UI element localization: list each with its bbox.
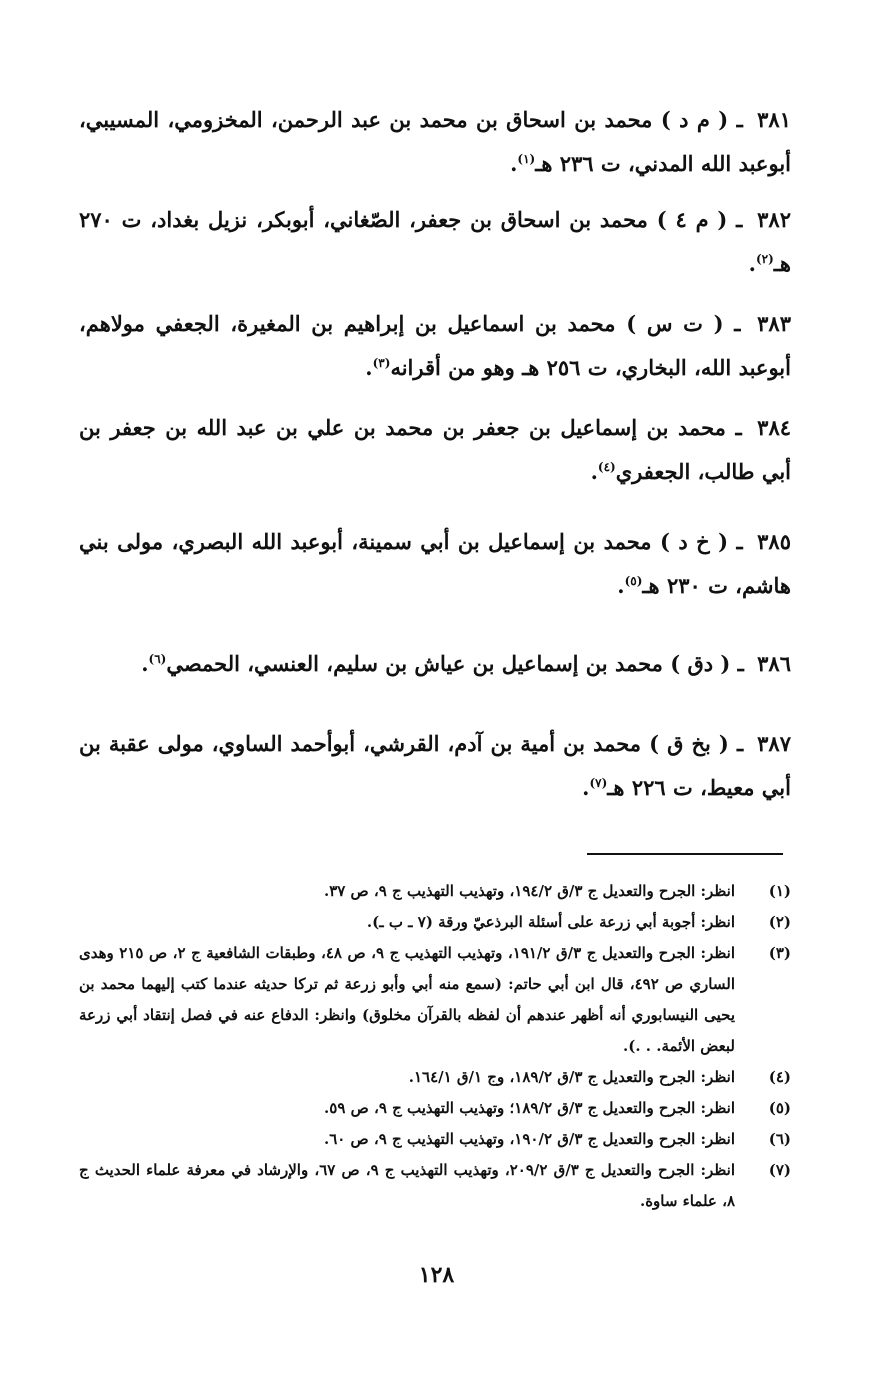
- footnote-4: [79, 1062, 791, 1093]
- entry-end: .: [590, 459, 598, 484]
- entry-text: محمد بن إسماعيل بن جعفر بن محمد بن علي بن عبد الله بن جعفر بن أبي طالب، الجعفري: [79, 415, 791, 484]
- entry-text: ( دق ) محمد بن إسماعيل بن عياش بن سليم، العنسي، الحمصي: [166, 651, 731, 676]
- footnote-text: انظر: الجرح والتعديل ج ٣/ق ١٩٠/٢، وتهذيب التهذيب ج ٩، ص ٦٠.: [323, 1130, 735, 1148]
- footnote-text: انظر: الجرح والتعديل ج ٣/ق ١٩١/٢، وتهذيب التهذيب ج ٩، ص ٤٨، وطبقات الشافعية ج ٢، ص ٢١٥ وهدى الساري ص ٤٩٢، قال ابن أبي حاتم: (سمع منه أبي وأبو زرعة ثم تركا حديثه عندما كتب إليهما محمد بن يحيى النيسابوري أنه أظهر عندهم أن لفظه بالقرآن مخلوق) وانظر: الدفاع عنه في فصل إنتقاد أبي زرعة لبعض الأئمة. . .).: [79, 944, 735, 1055]
- footnote-ref: (٢): [755, 252, 774, 266]
- footnote-1: [79, 876, 791, 907]
- entry-number: ٣٨٦: [757, 651, 791, 676]
- entry-number: ٣٨٢: [757, 207, 791, 232]
- entry-end: .: [617, 573, 625, 598]
- footnote-ref: (١): [517, 152, 536, 166]
- footnote-number: (٦): [768, 1130, 791, 1148]
- entry-end: .: [510, 151, 518, 176]
- footnote-2: [79, 907, 791, 938]
- footnote-text: انظر: الجرح والتعديل ج ٣/ق ١٨٩/٢، وج ١/ق ١٦٤/١.: [408, 1068, 735, 1086]
- footnotes-list: [79, 876, 791, 1217]
- entry-number: ٣٨٣: [757, 311, 791, 336]
- entry-end: .: [365, 355, 373, 380]
- footnote-ref: (٤): [597, 460, 616, 474]
- footnote-7: [79, 1155, 791, 1217]
- entry-number: ٣٨٤: [757, 415, 792, 440]
- footnote-ref: (٥): [624, 574, 643, 588]
- entry-text: ( خ د ) محمد بن إسماعيل بن أبي سمينة، أبوعبد الله البصري، مولى بني هاشم، ت ٢٣٠ هـ: [79, 529, 791, 598]
- footnote-text: انظر: الجرح والتعديل ج ٣/ق ١٨٩/٢؛ وتهذيب التهذيب ج ٩، ص ٥٩.: [324, 1099, 735, 1117]
- footnote-text: انظر: الجرح والتعديل ج ٣/ق ٢٠٩/٢، وتهذيب التهذيب ج ٩، ص ٦٧، والإرشاد في معرفة علماء الحديث ج ٨، علماء ساوة.: [79, 1161, 735, 1210]
- entry-end: .: [748, 251, 756, 276]
- footnote-number: (٥): [768, 1099, 791, 1117]
- entry-end: .: [141, 651, 149, 676]
- footnote-5: [79, 1093, 791, 1124]
- entry-384: ٣٨٤ ـ محمد بن إسماعيل بن جعفر بن محمد بن علي بن عبد الله بن جعفر بن أبي طالب، الجعفري$^{(٤)}$.: [79, 415, 792, 484]
- entry-text: ( بخ ق ) محمد بن أمية بن آدم، القرشي، أبوأحمد الساوي، مولى عقبة بن أبي معيط، ت ٢٢٦ هـ: [79, 731, 791, 800]
- footnote-number: (٤): [768, 1068, 791, 1086]
- footnote-number: (٣): [768, 944, 791, 962]
- entry-383: ٣٨٣ ـ ( ت س ) محمد بن اسماعيل بن إبراهيم بن المغيرة، الجعفي مولاهم، أبوعبد الله، البخاري، ت ٢٥٦ هـ وهو من أقرانه$^{(٣)}$.: [79, 311, 791, 380]
- footnote-number: (١): [768, 882, 791, 900]
- footnote-3: [79, 938, 791, 1062]
- entry-386: ٣٨٦ ـ ( دق ) محمد بن إسماعيل بن عياش بن سليم، العنسي، الحمصي$^{(٦)}$.: [141, 651, 791, 676]
- entries-list: [79, 98, 791, 810]
- entry-number: ٣٨٥: [757, 529, 791, 554]
- footnote-divider: [587, 853, 783, 855]
- entry-text: ( م د ) محمد بن اسحاق بن محمد بن عبد الرحمن، المخزومي، المسيبي، أبوعبد الله المدني، ت ٢٣٦ هـ: [79, 107, 791, 176]
- footnote-number: (٧): [768, 1161, 791, 1179]
- entry-382: ٣٨٢ ـ ( م ٤ ) محمد بن اسحاق بن جعفر، الصّغاني، أبوبكر، نزيل بغداد، ت ٢٧٠ هـ$^{(٢)}$.: [79, 207, 791, 276]
- entry-387: ٣٨٧ ـ ( بخ ق ) محمد بن أمية بن آدم، القرشي، أبوأحمد الساوي، مولى عقبة بن أبي معيط، ت ٢٢٦ هـ$^{(٧)}$.: [79, 731, 791, 800]
- page-number: ١٢٨: [418, 1262, 455, 1288]
- entry-end: .: [582, 775, 590, 800]
- footnote-ref: (٣): [372, 356, 391, 370]
- footnote-6: [79, 1124, 791, 1155]
- footnote-ref: (٧): [589, 776, 608, 790]
- footnote-ref: (٦): [148, 652, 167, 666]
- entry-381: ٣٨١ ـ ( م د ) محمد بن اسحاق بن محمد بن عبد الرحمن، المخزومي، المسيبي، أبوعبد الله المدني، ت ٢٣٦ هـ$^{(١)}$.: [79, 107, 791, 176]
- entry-text: ( م ٤ ) محمد بن اسحاق بن جعفر، الصّغاني، أبوبكر، نزيل بغداد، ت ٢٧٠ هـ: [79, 207, 791, 276]
- footnote-text: انظر: أجوبة أبي زرعة على أسئلة البرذعيّ ورقة (٧ ـ ب ـ).: [366, 913, 735, 931]
- entry-text: ( ت س ) محمد بن اسماعيل بن إبراهيم بن المغيرة، الجعفي مولاهم، أبوعبد الله، البخاري، ت ٢٥٦ هـ وهو من أقرانه: [79, 311, 791, 380]
- entry-385: ٣٨٥ ـ ( خ د ) محمد بن إسماعيل بن أبي سمينة، أبوعبد الله البصري، مولى بني هاشم، ت ٢٣٠ هـ$^{(٥)}$.: [79, 529, 791, 598]
- footnote-number: (٢): [768, 913, 791, 931]
- entry-number: ٣٨٧: [757, 731, 791, 756]
- entry-number: ٣٨١: [757, 107, 791, 132]
- footnote-text: انظر: الجرح والتعديل ج ٣/ق ١٩٤/٢، وتهذيب التهذيب ج ٩، ص ٣٧.: [323, 882, 735, 900]
